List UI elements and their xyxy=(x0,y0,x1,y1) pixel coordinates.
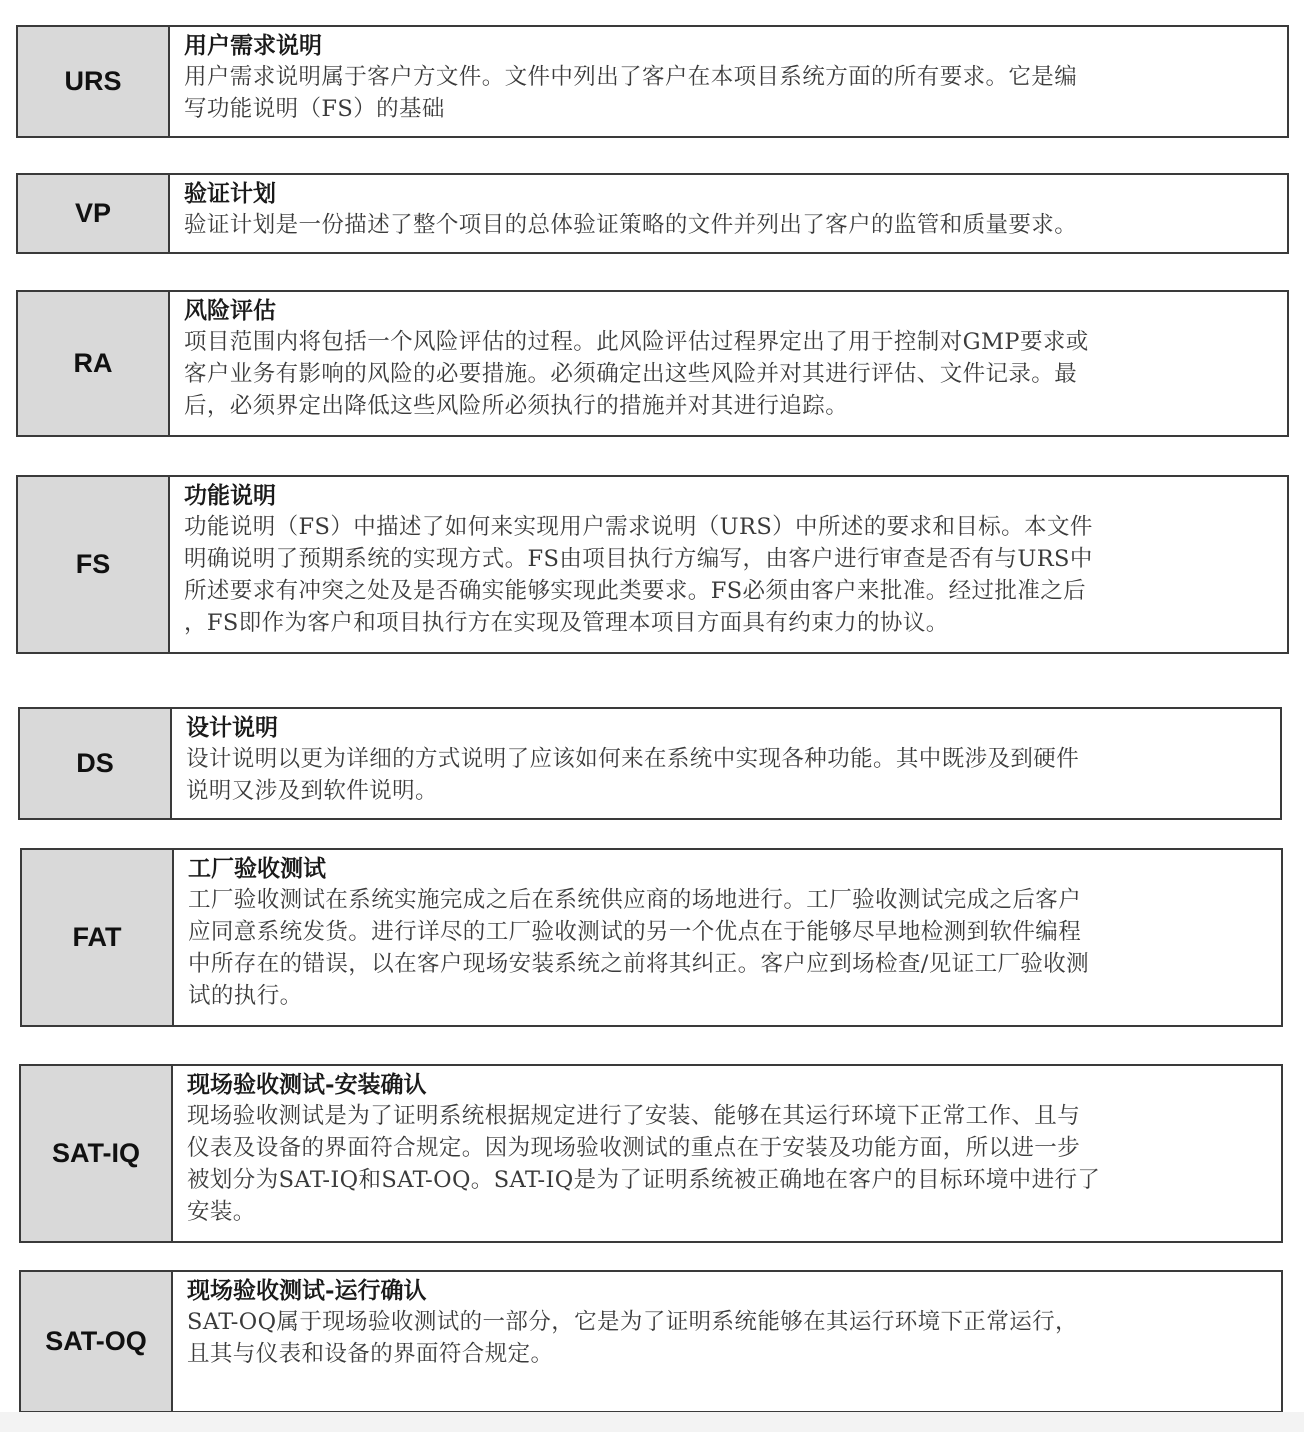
description-line: 功能说明（FS）中描述了如何来实现用户需求说明（URS）中所述的要求和目标。本文件 xyxy=(184,514,1093,540)
entry-title: 用户需求说明 xyxy=(184,32,322,59)
entry-code: FAT xyxy=(22,850,174,1025)
entry-vp xyxy=(16,173,1289,254)
entry-sat-iq xyxy=(19,1064,1283,1243)
entry-body xyxy=(170,27,1287,136)
entry-body xyxy=(173,1272,1281,1411)
entry-fat xyxy=(20,848,1283,1027)
entry-code: SAT-OQ xyxy=(21,1272,173,1411)
entry-description xyxy=(187,1100,1267,1228)
description-line: 安装。 xyxy=(187,1199,256,1225)
entry-body xyxy=(170,175,1287,252)
description-line: 试的执行。 xyxy=(188,983,303,1009)
entry-body xyxy=(170,477,1287,652)
entry-description xyxy=(184,61,1273,125)
description-line: 写功能说明（FS）的基础 xyxy=(184,96,445,122)
entry-code: FS xyxy=(18,477,170,652)
description-line: 项目范围内将包括一个风险评估的过程。此风险评估过程界定出了用于控制对GMP要求或 xyxy=(184,329,1089,355)
description-line: 所述要求有冲突之处及是否确实能够实现此类要求。FS必须由客户来批准。经过批准之后 xyxy=(184,578,1087,604)
entry-title: 现场验收测试-安装确认 xyxy=(187,1071,427,1098)
description-line: 明确说明了预期系统的实现方式。FS由项目执行方编写，由客户进行审查是否有与URS中 xyxy=(184,546,1093,572)
entry-title: 设计说明 xyxy=(186,714,278,741)
description-line: 工厂验收测试在系统实施完成之后在系统供应商的场地进行。工厂验收测试完成之后客户 xyxy=(188,887,1082,913)
description-line: SAT-OQ属于现场验收测试的一部分，它是为了证明系统能够在其运行环境下正常运行， xyxy=(187,1309,1078,1335)
description-line: ，FS即作为客户和项目执行方在实现及管理本项目方面具有约束力的协议。 xyxy=(184,610,949,636)
entry-code: VP xyxy=(18,175,170,252)
entry-code: RA xyxy=(18,292,170,435)
entry-fs xyxy=(16,475,1289,654)
description-line: 仪表及设备的界面符合规定。因为现场验收测试的重点在于安装及功能方面，所以进一步 xyxy=(187,1135,1081,1161)
entry-code: URS xyxy=(18,27,170,136)
description-line: 客户业务有影响的风险的必要措施。必须确定出这些风险并对其进行评估、文件记录。最 xyxy=(184,361,1078,387)
description-line: 后，必须界定出降低这些风险所必须执行的措施并对其进行追踪。 xyxy=(184,393,849,419)
entry-description xyxy=(187,1306,1267,1370)
entry-body xyxy=(172,709,1280,818)
description-line: 且其与仪表和设备的界面符合规定。 xyxy=(187,1341,554,1367)
entry-code: SAT-IQ xyxy=(21,1066,173,1241)
entry-code: DS xyxy=(20,709,172,818)
entry-title: 风险评估 xyxy=(184,297,276,324)
description-line: 现场验收测试是为了证明系统根据规定进行了安装、能够在其运行环境下正常工作、且与 xyxy=(187,1103,1081,1129)
description-line: 用户需求说明属于客户方文件。文件中列出了客户在本项目系统方面的所有要求。它是编 xyxy=(184,64,1078,90)
entry-description xyxy=(184,326,1273,422)
entry-title: 功能说明 xyxy=(184,482,276,509)
entry-body xyxy=(174,850,1281,1025)
entry-urs xyxy=(16,25,1289,138)
entry-body xyxy=(173,1066,1281,1241)
entry-ds xyxy=(18,707,1282,820)
entry-sat-oq xyxy=(19,1270,1283,1413)
entry-title: 现场验收测试-运行确认 xyxy=(187,1277,427,1304)
page-bottom-edge xyxy=(0,1412,1304,1432)
description-line: 说明又涉及到软件说明。 xyxy=(186,778,438,804)
description-line: 设计说明以更为详细的方式说明了应该如何来在系统中实现各种功能。其中既涉及到硬件 xyxy=(186,746,1080,772)
entry-body xyxy=(170,292,1287,435)
entry-description xyxy=(184,511,1273,639)
entry-description xyxy=(186,743,1266,807)
description-line: 被划分为SAT-IQ和SAT-OQ。SAT-IQ是为了证明系统被正确地在客户的目标环境中进行了 xyxy=(187,1167,1101,1193)
description-line: 应同意系统发货。进行详尽的工厂验收测试的另一个优点在于能够尽早地检测到软件编程 xyxy=(188,919,1082,945)
description-line: 中所存在的错误，以在客户现场安装系统之前将其纠正。客户应到场检查/见证工厂验收测 xyxy=(188,951,1090,977)
entry-title: 工厂验收测试 xyxy=(188,855,326,882)
entry-title: 验证计划 xyxy=(184,180,276,207)
entry-description xyxy=(184,209,1273,241)
entry-description xyxy=(188,884,1267,1012)
description-line: 验证计划是一份描述了整个项目的总体验证策略的文件并列出了客户的监管和质量要求。 xyxy=(184,212,1078,238)
entry-ra xyxy=(16,290,1289,437)
